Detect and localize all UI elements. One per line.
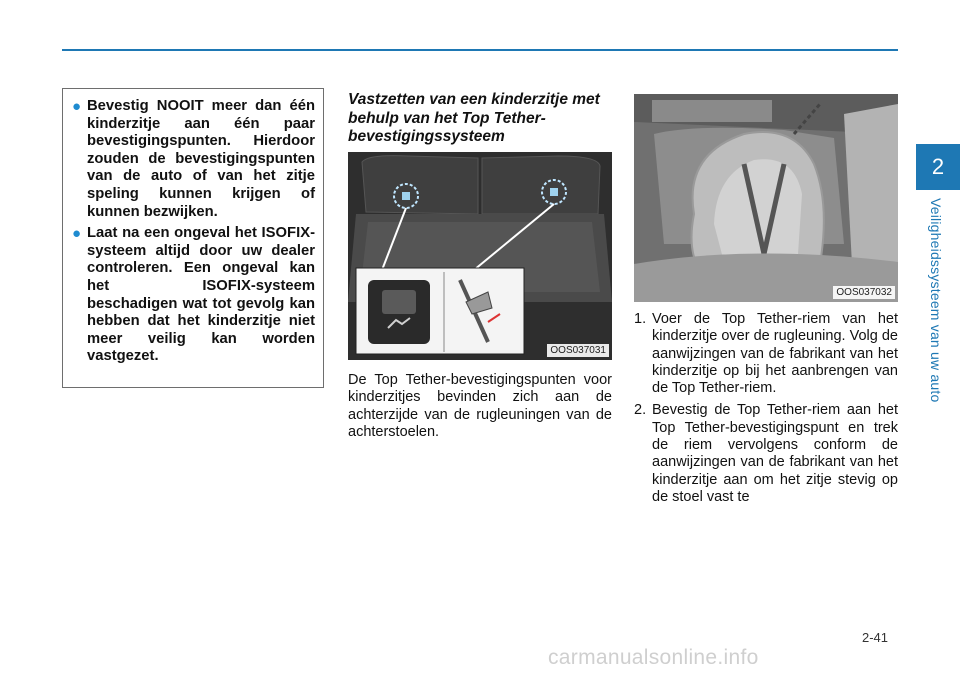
figure-cargo-tether-anchors [348,152,612,360]
figure-child-seat [634,94,898,302]
step-text: Voer de Top Tether-riem van het kinderzitje over de rugleuning. Volg de aanwijzingen van de fabrikant van het kinderzitje op bij het aanbrengen van de Top Tether-riem. [652,311,898,397]
chapter-tab[interactable]: 2 [916,144,960,190]
section-title: Vastzetten van een kinderzitje met behulp van het Top Tether-bevestigingssysteem [348,91,600,145]
bullet-icon: ● [72,225,82,243]
cargo-illustration [348,152,612,360]
step-item [634,311,898,397]
bullet-icon: ● [72,98,82,115]
figure-code: OOS037031 [547,344,609,357]
warning-list [71,98,315,366]
instruction-steps [634,311,898,511]
header-rule [62,49,898,51]
step-item [634,402,898,506]
step-number: 1. [634,311,647,327]
warning-item [71,98,315,221]
step-number: 2. [634,402,647,419]
chapter-title: Veiligheidssysteem van uw auto [928,198,944,403]
warning-text: Bevestig NOOIT meer dan één kinderzitje aan één paar bevestigingspunten. Hierdoor zouden de bevestigingspunten van de auto of van het zitje speling kunnen krijgen of kunnen bezwijken. [87,98,315,220]
child-seat-illustration [634,94,898,302]
warning-box [62,88,324,388]
section-body: De Top Tether-bevestigingspunten voor kinderzitjes bevinden zich aan de achterzijde van de rugleuningen van de achterstoelen. [348,372,612,440]
step-text: Bevestig de Top Tether-riem aan het Top Tether-bevestigingspunt en trek de riem vervolgens conform de aanwijzingen van de fabrikant van het kinderzitje aan om het zitje stevig op de stoel vast te [652,402,898,505]
figure-code: OOS037032 [833,286,895,299]
warning-text: Laat na een ongeval het ISOFIX-systeem altijd door uw dealer controleren. Een ongeval kan het ISOFIX-systeem beschadigen wat tot gevolg kan hebben dat het kinderzitje niet meer veilig kan worden vastgezet. [87,225,315,365]
page-number: 2-41 [862,630,889,645]
warning-item [71,225,315,366]
watermark: carmanualsonline.info [548,646,759,669]
